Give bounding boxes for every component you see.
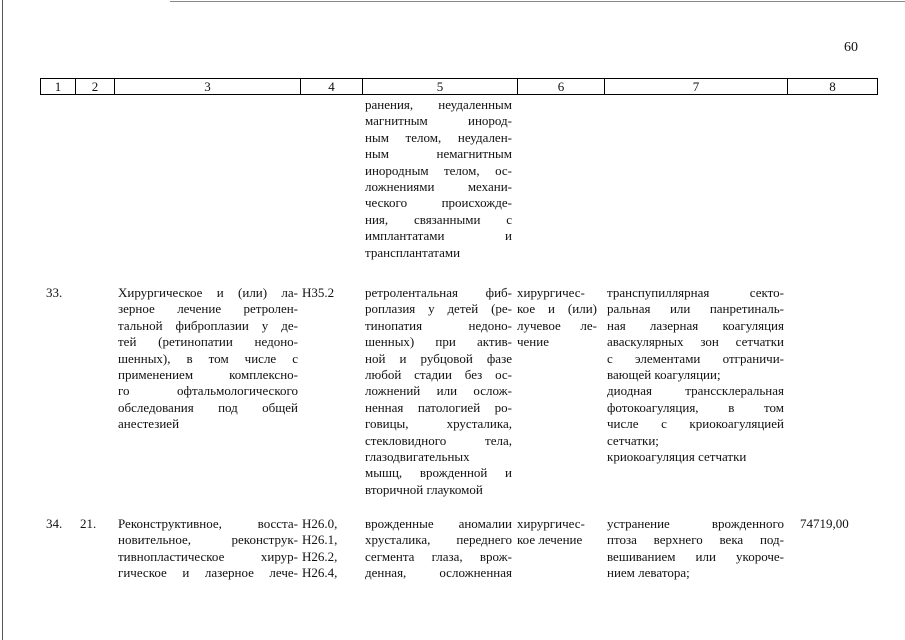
text-line: тинопатия недоно- — [365, 317, 512, 333]
text-line: стекловидного тела, — [365, 432, 512, 448]
text-line: хирургичес- — [517, 285, 585, 300]
row-34-treatment-name — [118, 516, 298, 582]
row-33-method — [607, 285, 784, 465]
text-line: Реконструктивное, восста- — [118, 516, 298, 531]
text-line: роплазия у детей (ре- — [365, 301, 512, 317]
text-line: мышц, врожденной и — [365, 465, 512, 481]
text-line: нием леватора; — [607, 565, 690, 581]
text-line: ральная или панретиналь- — [607, 301, 784, 317]
row-34-treatment-type — [517, 516, 597, 549]
text-line: чение — [517, 334, 549, 350]
row-33-number: 33. — [46, 285, 63, 300]
text-line: числе с криокоагуляцией — [607, 416, 784, 432]
text-line: врожденные аномалии — [365, 516, 512, 531]
text-line: Хирургическое и (или) ла- — [118, 285, 298, 300]
continuation-diagnosis — [365, 97, 512, 261]
text-line: H35.2 — [302, 285, 335, 300]
column-header-7: 7 — [605, 79, 788, 95]
text-line: H26.2, — [302, 548, 338, 564]
text-line: H26.0, — [302, 516, 338, 531]
column-header-8: 8 — [788, 79, 878, 95]
text-line: тальной фиброплазии у де- — [118, 317, 298, 333]
text-line: ретролентальная фиб- — [365, 285, 512, 300]
column-header-row — [40, 78, 878, 95]
row-33-treatment-name — [118, 285, 298, 433]
row-34-price: 74719,00 — [800, 516, 849, 531]
text-line: кое лечение — [517, 532, 583, 548]
text-line: ненная патологией ро- — [365, 399, 512, 415]
text-line: анестезией — [118, 416, 180, 432]
scan-edge-top — [170, 1, 905, 2]
row-34-group-number: 21. — [80, 516, 97, 531]
text-line: зерное лечение ретролен- — [118, 301, 298, 317]
text-line: транспупиллярная секто- — [607, 285, 784, 300]
text-line: сегмента глаза, врож- — [365, 548, 512, 564]
text-line: вешиванием или укороче- — [607, 548, 784, 564]
text-line: применением комплексно- — [118, 367, 298, 383]
text-line: ным немагнитным — [365, 146, 512, 162]
text-line: имплантатами и — [365, 228, 512, 244]
text-line: денная, осложненная — [365, 565, 512, 581]
text-line: ложнений или ослож- — [365, 383, 512, 399]
text-line: тей (ретинопатии недоно- — [118, 334, 298, 350]
scan-edge-left — [2, 0, 3, 640]
text-line: с элементами отграничи- — [607, 350, 784, 366]
row-33-diagnosis — [365, 285, 512, 498]
row-34-number: 34. — [46, 516, 63, 531]
row-34-diagnosis — [365, 516, 512, 582]
text-line: кое и (или) — [517, 301, 597, 317]
text-line: ным телом, неудален- — [365, 129, 512, 145]
row-34-method — [607, 516, 784, 582]
text-line: хирургичес- — [517, 516, 585, 531]
text-line: сетчатки; — [607, 432, 659, 448]
text-line: ложнениями механи- — [365, 179, 512, 195]
text-line: вторичной глаукомой — [365, 481, 483, 497]
text-line: криокоагуляция сетчатки — [607, 449, 747, 465]
text-line: трансплантатами — [365, 244, 461, 260]
text-line: устранение врожденного — [607, 516, 784, 531]
column-header-6: 6 — [518, 79, 605, 95]
text-line: ной и рубцовой фазе — [365, 350, 512, 366]
text-line: инородным телом, ос- — [365, 162, 512, 178]
text-line: го офтальмологического — [118, 383, 298, 399]
row-34-icd-codes — [302, 516, 358, 582]
text-line: ная лазерная коагуляция — [607, 317, 784, 333]
column-header-1: 1 — [41, 79, 76, 95]
text-line: H26.1, — [302, 532, 338, 548]
text-line: хрусталика, переднего — [365, 532, 512, 548]
text-line: гическое и лазерное лече- — [118, 565, 298, 581]
text-line: фотокоагуляция, в том — [607, 399, 784, 415]
text-line: диодная транссклеральная — [607, 383, 784, 399]
column-header-2: 2 — [76, 79, 115, 95]
text-line: птоза верхнего века под- — [607, 532, 784, 548]
row-33-treatment-type — [517, 285, 597, 351]
text-line: ческого происхожде- — [365, 195, 512, 211]
row-33-icd-codes — [302, 285, 358, 301]
text-line: ния, связанными с — [365, 211, 512, 227]
text-line: тивнопластическое хирур- — [118, 548, 298, 564]
text-line: лучевое ле- — [517, 317, 597, 333]
text-line: любой стадии без ос- — [365, 367, 512, 383]
text-line: вающей коагуляции; — [607, 367, 721, 383]
text-line: ранения, неудаленным — [365, 97, 512, 112]
text-line: H26.4, — [302, 565, 338, 581]
text-line: шенных), в том числе с — [118, 350, 298, 366]
text-line: обследования под общей — [118, 399, 298, 415]
text-line: магнитным инород- — [365, 113, 512, 129]
column-header-3: 3 — [115, 79, 301, 95]
text-line: аваскулярных зон сетчатки — [607, 334, 784, 350]
text-line: шенных) при актив- — [365, 334, 512, 350]
page-number: 60 — [844, 40, 858, 55]
column-header-5: 5 — [363, 79, 518, 95]
text-line: глазодвигательных — [365, 449, 470, 465]
text-line: говицы, хрусталика, — [365, 416, 512, 432]
column-header-4: 4 — [301, 79, 363, 95]
text-line: новительное, реконструк- — [118, 532, 298, 548]
